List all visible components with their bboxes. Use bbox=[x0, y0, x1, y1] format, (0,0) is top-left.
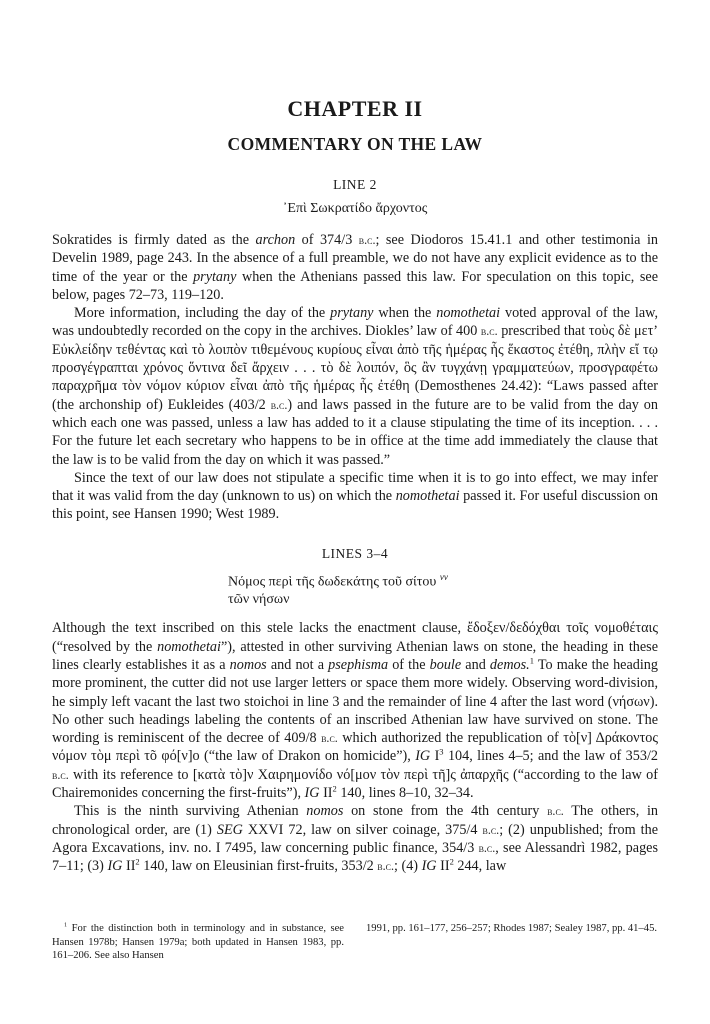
chapter-subtitle: COMMENTARY ON THE LAW bbox=[227, 134, 483, 154]
footnote-marker: 1 bbox=[529, 655, 534, 666]
chapter-title: CHAPTER II bbox=[287, 96, 423, 121]
paragraph: Sokratides is firmly dated as the archon of 374/3 b.c.; see Diodoros 15.41.1 and other testimonia in Develin 1989, page 243. In the absence of a full preamble, we do not have any explicit evidence as to the time of the year or the prytany when the Athenians passed this law. For speculation on this topic, see below, pages 72–73, 119–120. bbox=[52, 232, 658, 303]
paragraph: More information, including the day of the prytany when the nomothetai voted approval of the law, was undoubtedly recorded on the copy in the archives. Diokles’ law of 400 b.c. prescribed that τοὺς δὲ μετ’ Εὐκλείδην τεθέντας καὶ τὸ λοιπὸν τιθεμένους κυρίους εἶναι ἀπὸ τῆς ἡμέρας ἧς ἕκαστος ἐτέθη, πλὴν εἴ τῳ προσγέγραπται χρόνος ὅντινα δεῖ ἄρχειν . . . τὸ δὲ λοιπόν, ὃς ἂν τυγχάνῃ γραμματεύων, προσγραφέτω παραχρῆμα τὸν νόμον κύριον εἶναι ἀπὸ τῆς ἡμέρας ἧς ἐτέθη (Demosthenes 24.42): “Laws passed after (the archonship of) Eukleides (403/2 b.c.) and laws passed in the future are to be valid from the day on which each one was passed, unless a law has added to it a clause stipulating the time of its inception. . . . For the future let each secretary who happens to be in office at the time add immediately the clause that the law is to be valid from the day on which it was passed.” bbox=[52, 305, 658, 468]
footnote-col-1: $^1$ For the distinction both in terminology and in substance, see Hansen 1978b; Hansen 1979a; both updated in Hansen 1983, pp. 161–206. See also Hansen bbox=[52, 921, 344, 962]
section-heading-line-2: LINE 2 bbox=[333, 177, 377, 192]
paragraph: Since the text of our law does not stipulate a specific time when it is to go into effect, we may infer that it was valid from the day (unknown to us) on which the nomothetai passed it. For useful discussion on this point, see Hansen 1990; West 1989. bbox=[52, 469, 658, 523]
paragraph: This is the ninth surviving Athenian nomos on stone from the 4th century b.c. The others, in chronological order, are (1) SEG XXVI 72, law on silver coinage, 375/4 b.c.; (2) unpublished; from the Agora Excavations, inv. no. I 7495, law concerning public finance, 354/3 b.c., see Alessandrì 1982, pages 7–11; (3) IG $II^2$ 140, law on Eleusinian first-fruits, 353/2 b.c.; (4) IG $II^2$ 244, law bbox=[52, 803, 658, 875]
greek-lemma-line-2: ᾿Επὶ Σωκρατίδο ἄρχοντος bbox=[282, 201, 428, 216]
paragraph: Although the text inscribed on this stele lacks the enactment clause, ἔδοξεν/δεδόχθαι τοῖς νομοθέταις (“resolved by the nomothetai”), attested in other surviving Athenian laws on stone, the heading in these lines clearly establishes it as a nomos and not a psephisma of the boule and demos.$^1$ To make the heading more prominent, the cutter did not use larger letters or space them more widely. Observing word-division, he simply left vacant the last two stoichoi in line 3 and the remainder of line 4 after the last word (νήσων). No other such headings labeling the contents of an inscribed Athenian law have survived on stone. The wording is reminiscent of the decree of 409/8 b.c. which authorized the republication of τὸ[ν] Δράκοντος νόμον τὸμ περὶ τõ φό[ν]ο (“the law of Drakon on homicide”), IG $I^3$ 104, lines 4–5; and the law of 353/2 b.c. with its reference to [κατὰ τὸ]ν Χαιρημονίδο νό[μον τὸν περὶ τῆ]ς ἀπαρχῆς (“according to the law of Chairemonides concerning the first-fruits”), IG $II^2$ 140, lines 8–10, 32–34. bbox=[52, 620, 658, 802]
footnote-number: 1 bbox=[64, 921, 68, 929]
page-body bbox=[52, 96, 658, 876]
greek-lemma-lines-3-4: Νόμος περὶ τῆς δωδεκάτης τοῦ σίτου $^{vv}$ τῶν νήσων bbox=[228, 571, 448, 608]
footnotes bbox=[52, 922, 658, 963]
footnote-col-2: 1991, pp. 161–177, 256–257; Rhodes 1987; Sealey 1987, pp. 41–45. bbox=[366, 923, 658, 934]
section-heading-lines-3-4: LINES 3–4 bbox=[321, 545, 389, 561]
